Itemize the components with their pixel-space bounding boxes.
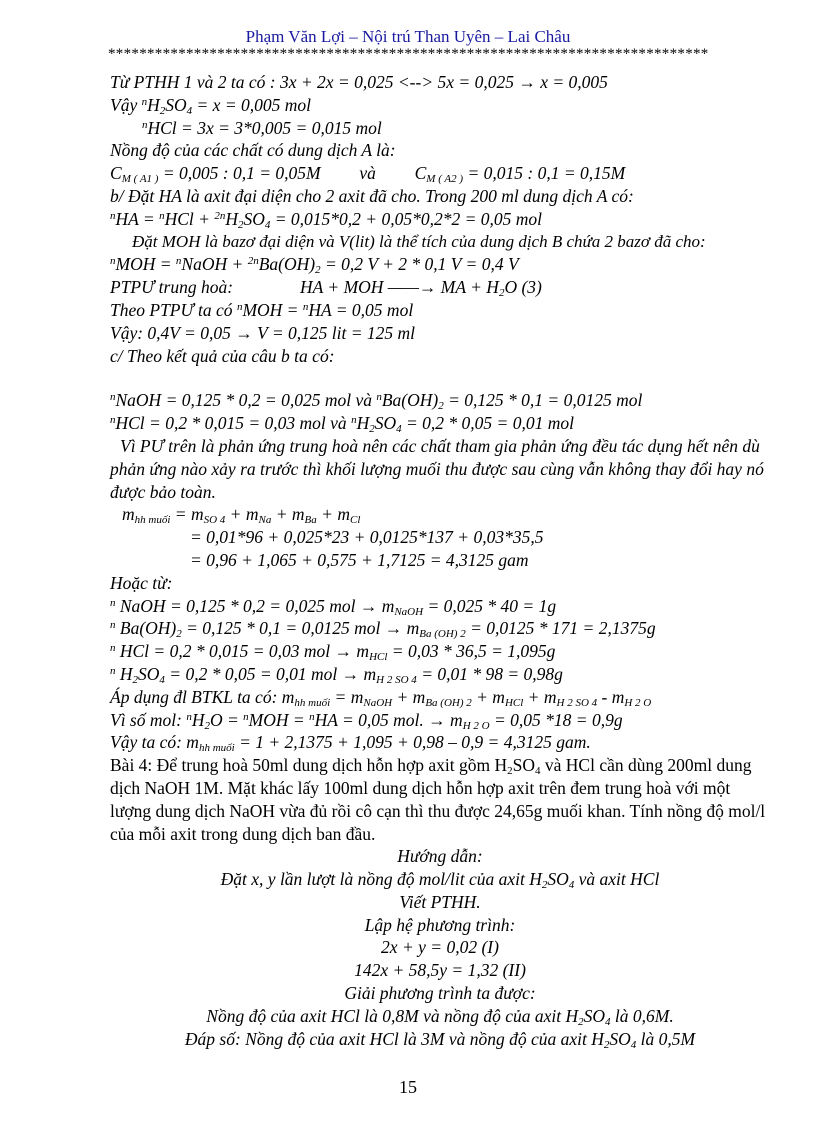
text-line: Áp dụng đl BTKL ta có: $m_{hh muối} = m_{NaOH} + m_{Ba (OH) 2} + m_{HCl} + m_{H 2 SO 4} - m_{H 2 O}$ xyxy=(110,686,652,709)
exercise-4: Bài 4: Để trung hoà 50ml dung dịch hỗn hợp axit gồm $H_2SO_4$ và HCl cần dùng 200ml dung dịch NaOH 1M. Mặt khác lấy 100ml dung dịch hỗn hợp axit trên đem trung hoà với một lượng dung dịch NaOH vừa đủ rồi cô cạn thì thu được 24,65g muối khan. Tính nồng độ mol/l của mỗi axit trong dung dịch ban đầu. xyxy=(110,755,766,844)
text-line: $^n$ NaOH = 0,125 * 0,2 = 0,025 mol → $m_{NaOH} = 0,025 * 40 = 1g$ xyxy=(110,595,557,618)
text-line: Hoặc từ: xyxy=(110,572,173,593)
text-line: Vậy: 0,4V = 0,05 → V = 0,125 lit = 125 ml xyxy=(110,322,416,343)
page-number: 15 xyxy=(399,1077,417,1097)
text-line: $m_{hh muối} = m_{SO 4} + m_{Na} + m_{Ba} + m_{Cl}$ xyxy=(122,504,361,527)
text-line: $^n$NaOH = 0,125 * 0,2 = 0,025 mol và $^nBa(OH)_2 = 0,125 * 0,1 = 0,0125$ mol xyxy=(110,390,643,413)
text-line: Lập hệ phương trình: xyxy=(364,914,516,935)
paragraph: Vì PƯ trên là phản ứng trung hoà nên các chất tham gia phản ứng đều tác dụng hết nên dù phản ứng nào xảy ra trước thì khối lượng muối thu được sau cùng vẫn không thay đổi hay nó được bảo toàn. xyxy=(110,435,764,502)
page-header: Phạm Văn Lợi – Nội trú Than Uyên – Lai Châu xyxy=(245,27,571,46)
text-line: $^n$HCl = 3x = 3*0,005 = 0,015 mol xyxy=(142,117,382,138)
text-line: $^n$MOH = $^n$NaOH + $^{2n}Ba(OH)_2 = 0,2$ V + 2 * 0,1 V = 0,4 V xyxy=(110,254,519,277)
text-line: = 0,01*96 + 0,025*23 + 0,0125*137 + 0,03*35,5 xyxy=(190,527,544,548)
text-line: = 0,96 + 1,065 + 0,575 + 1,7125 = 4,3125 gam xyxy=(190,549,529,570)
text-line: c/ Theo kết quả của câu b ta có: xyxy=(110,345,335,366)
text-line: Đặt MOH là bazơ đại diện và V(lit) là thể tích của dung dịch B chứa 2 bazơ đã cho: xyxy=(132,231,706,251)
text-line: $^nHA = ^nHCl + ^{2n}H_2SO_4 = 0,015*0,2 + 0,05*0,2*2 = 0,05$ mol xyxy=(110,208,543,231)
text-line: Nồng độ của axit HCl là 0,8M và nồng độ của axit $H_2SO_4$ là 0,6M. xyxy=(206,1005,674,1028)
equation-2: 142x + 58,5y = 1,32 (II) xyxy=(354,960,526,981)
guide-heading: Hướng dẫn: xyxy=(397,846,483,867)
equation-1: 2x + y = 0,02 (I) xyxy=(381,937,499,958)
text-line: $^n$ $H_2SO_4 = 0,2 * 0,05 = 0,01$ mol → $m_{H 2 SO 4} = 0,01 * 98 = 0,98g$ xyxy=(110,663,563,686)
text-line: Vậy ta có: $m_{hh muối} = 1 + 2,1375 + 1,095 + 0,98 - 0,9 = 4,3125$ gam. xyxy=(110,732,591,755)
text-line: Đặt x, y lần lượt là nồng độ mol/lit của axit $H_2SO_4$ và axit HCl xyxy=(220,869,660,892)
header-divider: ***************************************************************************** xyxy=(108,46,709,62)
text-line: Nồng độ của các chất có dung dịch A là: xyxy=(110,140,396,161)
text-line: Vậy $^nH_2SO_4 = x = 0,005$ mol xyxy=(110,94,312,117)
text-line: $^n$HCl = 0,2 * 0,015 = 0,03 mol và $^nH_2SO_4 = 0,2 * 0,05 = 0,01$ mol xyxy=(110,413,574,436)
text-line: Giải phương trình ta được: xyxy=(344,983,536,1004)
text-line: Theo PTPƯ ta có $^n$MOH = $^n$HA = 0,05 mol xyxy=(110,299,414,320)
text-line: PTPƯ trung hoà: HA + MOH ——→ MA + $H_2O$ (3) xyxy=(110,277,542,300)
text-line: b/ Đặt HA là axit đại diện cho 2 axit đã cho. Trong 200 ml dung dịch A có: xyxy=(110,185,634,206)
text-line: Vì số mol: $^nH_2O = ^nMOH = ^nHA = 0,05$ mol. → $m_{H 2 O} = 0,05$ *18 = 0,9g xyxy=(110,709,623,732)
text-line: Từ PTHH 1 và 2 ta có : 3x + 2x = 0,025 <--> 5x = 0,025 → x = 0,005 xyxy=(110,72,608,92)
text-line: $C_{M ( A1 )} = 0,005$ : 0,1 = 0,05M và $C_{M ( A2 )} = 0,015$ : 0,1 = 0,15M xyxy=(110,163,626,186)
text-line: Viết PTHH. xyxy=(399,891,481,912)
text-line: $^n$ $Ba(OH)_2 = 0,125 * 0,1 = 0,0125$ mol → $m_{Ba (OH) 2} = 0,0125 * 171 = 2,1375g$ xyxy=(110,618,656,641)
document-body xyxy=(110,71,770,1050)
answer-line: Đáp số: Nồng độ của axit HCl là 3M và nồng độ của axit $H_2SO_4$ là 0,5M xyxy=(184,1028,696,1051)
text-line: $^n$ HCl = 0,2 * 0,015 = 0,03 mol → $m_{HCl} = 0,03 * 36,5 = 1,095g$ xyxy=(110,641,556,664)
